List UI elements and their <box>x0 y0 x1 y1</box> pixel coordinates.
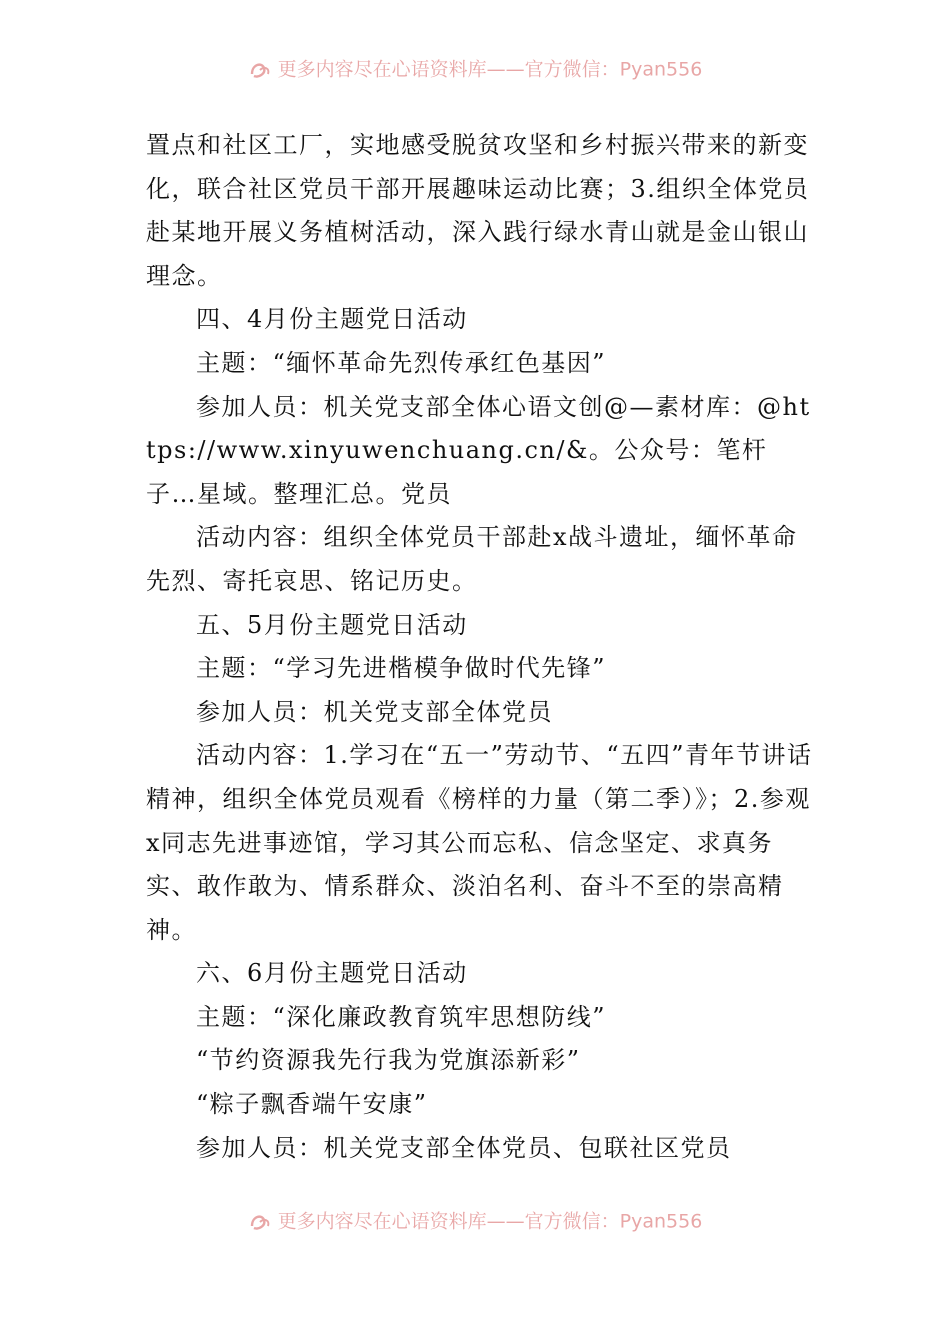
paragraph: “粽子飘香端午安康” <box>196 1090 428 1119</box>
paragraph: 主题：“学习先进楷模争做时代先锋” <box>196 654 607 683</box>
paragraph: 参加人员：机关党支部全体党员、包联社区党员 <box>196 1133 732 1162</box>
paragraph: 置点和社区工厂，实地感受脱贫攻坚和乡村振兴带来的新变化，联合社区党员干部开展趣味运动比赛；3.组织全体党员赴某地开展义务植树活动，深入践行绿水青山就是金山银山理念。 <box>146 131 810 290</box>
paragraph: “节约资源我先行我为党旗添新彩” <box>196 1046 581 1075</box>
paragraph: 主题：“缅怀革命先烈传承红色基因” <box>196 348 607 377</box>
watermark-logo-icon <box>248 58 272 82</box>
watermark-text: 更多内容尽在心语资料库——官方微信：Pyan556 <box>277 58 703 81</box>
paragraph: 参加人员：机关党支部全体党员 <box>196 697 553 726</box>
watermark-text: 更多内容尽在心语资料库——官方微信：Pyan556 <box>277 1210 703 1233</box>
paragraph: 参加人员：机关党支部全体心语文创@—素材库：@https://www.xinyuwenchuang.cn/&。公众号：笔杆子…星域。整理汇总。党员 <box>146 392 811 508</box>
document-body <box>146 124 814 1170</box>
footer-watermark <box>0 1208 950 1234</box>
header-watermark <box>0 56 950 82</box>
section-heading-june: 六、6月份主题党日活动 <box>196 959 468 988</box>
paragraph: 主题：“深化廉政教育筑牢思想防线” <box>196 1002 607 1031</box>
section-heading-may: 五、5月份主题党日活动 <box>196 610 468 639</box>
paragraph: 活动内容：1.学习在“五一”劳动节、“五四”青年节讲话精神，组织全体党员观看《榜样的力量（第二季）》；2.参观x同志先进事迹馆，学习其公而忘私、信念坚定、求真务实、敢作敢为、情系群众、淡泊名利、奋斗不至的崇高精神。 <box>146 741 813 944</box>
watermark-logo-icon <box>248 1210 272 1234</box>
paragraph: 活动内容：组织全体党员干部赴x战斗遗址，缅怀革命先烈、寄托哀思、铭记历史。 <box>146 523 798 595</box>
section-heading-april: 四、4月份主题党日活动 <box>196 305 468 334</box>
